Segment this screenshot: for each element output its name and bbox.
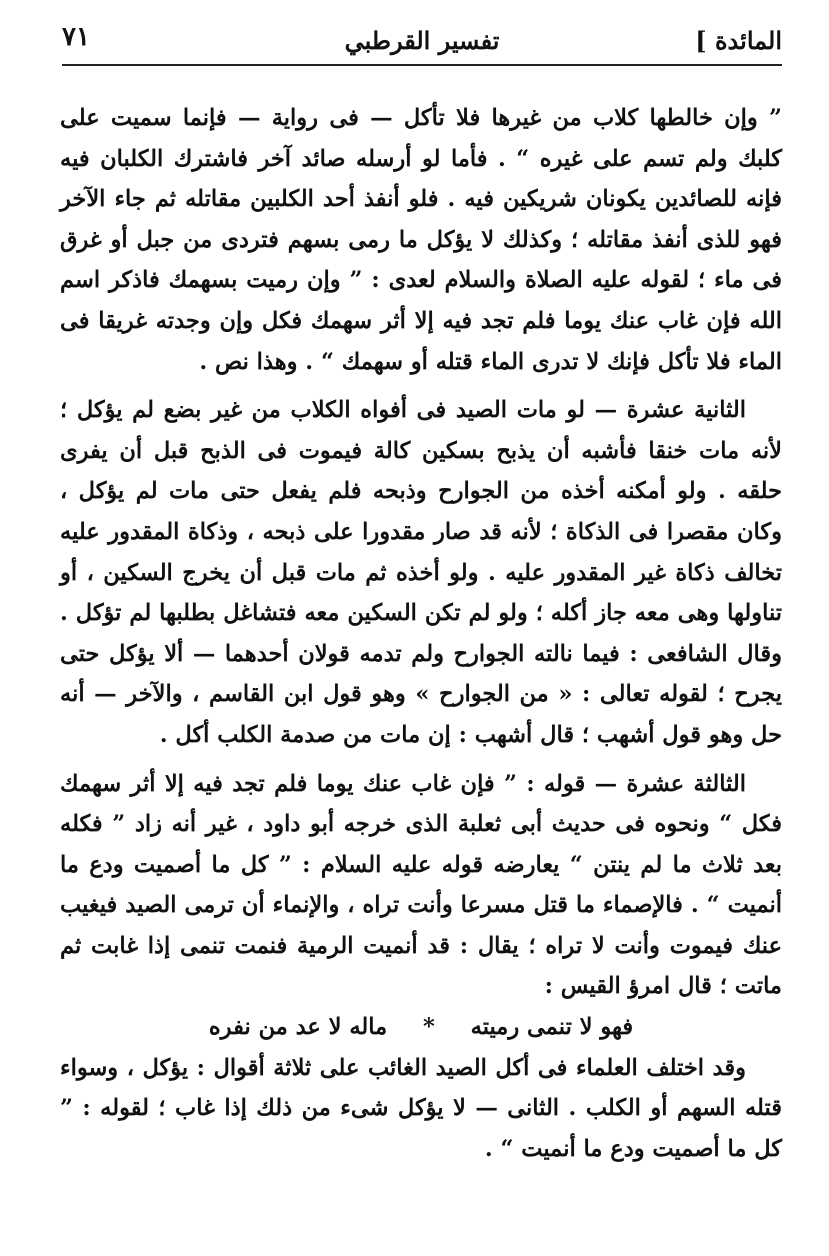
header-rule (62, 64, 782, 66)
verse-first-hemistich: فهو لا تنمى رميته (470, 1014, 634, 1041)
page-header (62, 14, 782, 64)
page-number: ٧١ (62, 22, 90, 52)
book-title: تفسير القرطبي (344, 26, 500, 55)
poetry-verse (60, 1007, 782, 1048)
closing-paragraph: وقد اختلف العلماء فى أكل الصيد الغائب على ثلاثة أقوال : يؤكل ، وسواء قتله السهم أو الكلب . الثانى — لا يؤكل شىء من ذلك إذا غاب ؛ لقوله : ” كل ما أصميت ودع ما أنميت “ . (60, 1054, 782, 1162)
verse-separator: * (423, 1014, 435, 1041)
verse-second-hemistich: ماله لا عد من نفره (208, 1014, 388, 1041)
surah-name: المائدة ] (695, 26, 782, 55)
paragraph-3: الثالثة عشرة — قوله : ” فإن غاب عنك يوما فلم تجد فيه إلا أثر سهمك فكل “ ونحوه فى حديث أبى ثعلبة الذى خرجه أبو داود ، غير أنه زاد ” فكله بعد ثلاث ما لم ينتن “ يعارضه قوله عليه السلام : ” كل ما أصميت ودع ما أنميت “ . فالإصماء ما قتل مسرعا وأنت تراه ، والإنماء أن ترمى الصيد فيغيب عنك فيموت وأنت لا تراه ؛ يقال : قد أنميت الرمية فنمت تنمى إذا غابت ثم ماتت ؛ قال امرؤ القيس : (60, 770, 782, 1000)
paragraph-1: ” وإن خالطها كلاب من غيرها فلا تأكل — فى رواية — فإنما سميت على كلبك ولم تسم على غيره “ . فأما لو أرسله صائد آخر فاشترك الكلبان فيه فإنه للصائدين يكونان شريكين فيه . فلو أنفذ أحد الكلبين مقاتله ثم جاء الآخر فهو للذى أنفذ مقاتله ؛ وكذلك لا يؤكل ما رمى بسهم فتردى من جبل أو غرق فى ماء ؛ لقوله عليه الصلاة والسلام لعدى : ” وإن رميت بسهمك فاذكر اسم الله فإن غاب عنك يوما فلم تجد فيه إلا أثر سهمك فكل وإن وجدته غريقا فى الماء فلا تأكل فإنك لا تدرى الماء قتله أو سهمك “ . وهذا نص . (60, 105, 782, 375)
paragraph-2: الثانية عشرة — لو مات الصيد فى أفواه الكلاب من غير بضع لم يؤكل ؛ لأنه مات خنقا فأشبه أن يذبح بسكين كالة فيموت فى الذبح قبل أن يفرى حلقه . ولو أمكنه أخذه من الجوارح وذبحه فلم يفعل حتى مات لم يؤكل ، وكان مقصرا فى الذكاة ؛ لأنه قد صار مقدورا على ذبحه ، وذكاة المقدور عليه تخالف ذكاة غير المقدور عليه . ولو أخذه ثم مات قبل أن يخرج السكين ، أو تناولها وهى معه جاز أكله ؛ ولو لم تكن السكين معه فتشاغل بطلبها لم تؤكل . وقال الشافعى : فيما نالته الجوارح ولم تدمه قولان أحدهما — ألا يؤكل حتى يجرح ؛ لقوله تعالى : « من الجوارح » وهو قول ابن القاسم ، والآخر — أنه حل وهو قول أشهب ؛ قال أشهب : إن مات من صدمة الكلب أكل . (60, 397, 782, 748)
page-body (60, 98, 782, 1169)
